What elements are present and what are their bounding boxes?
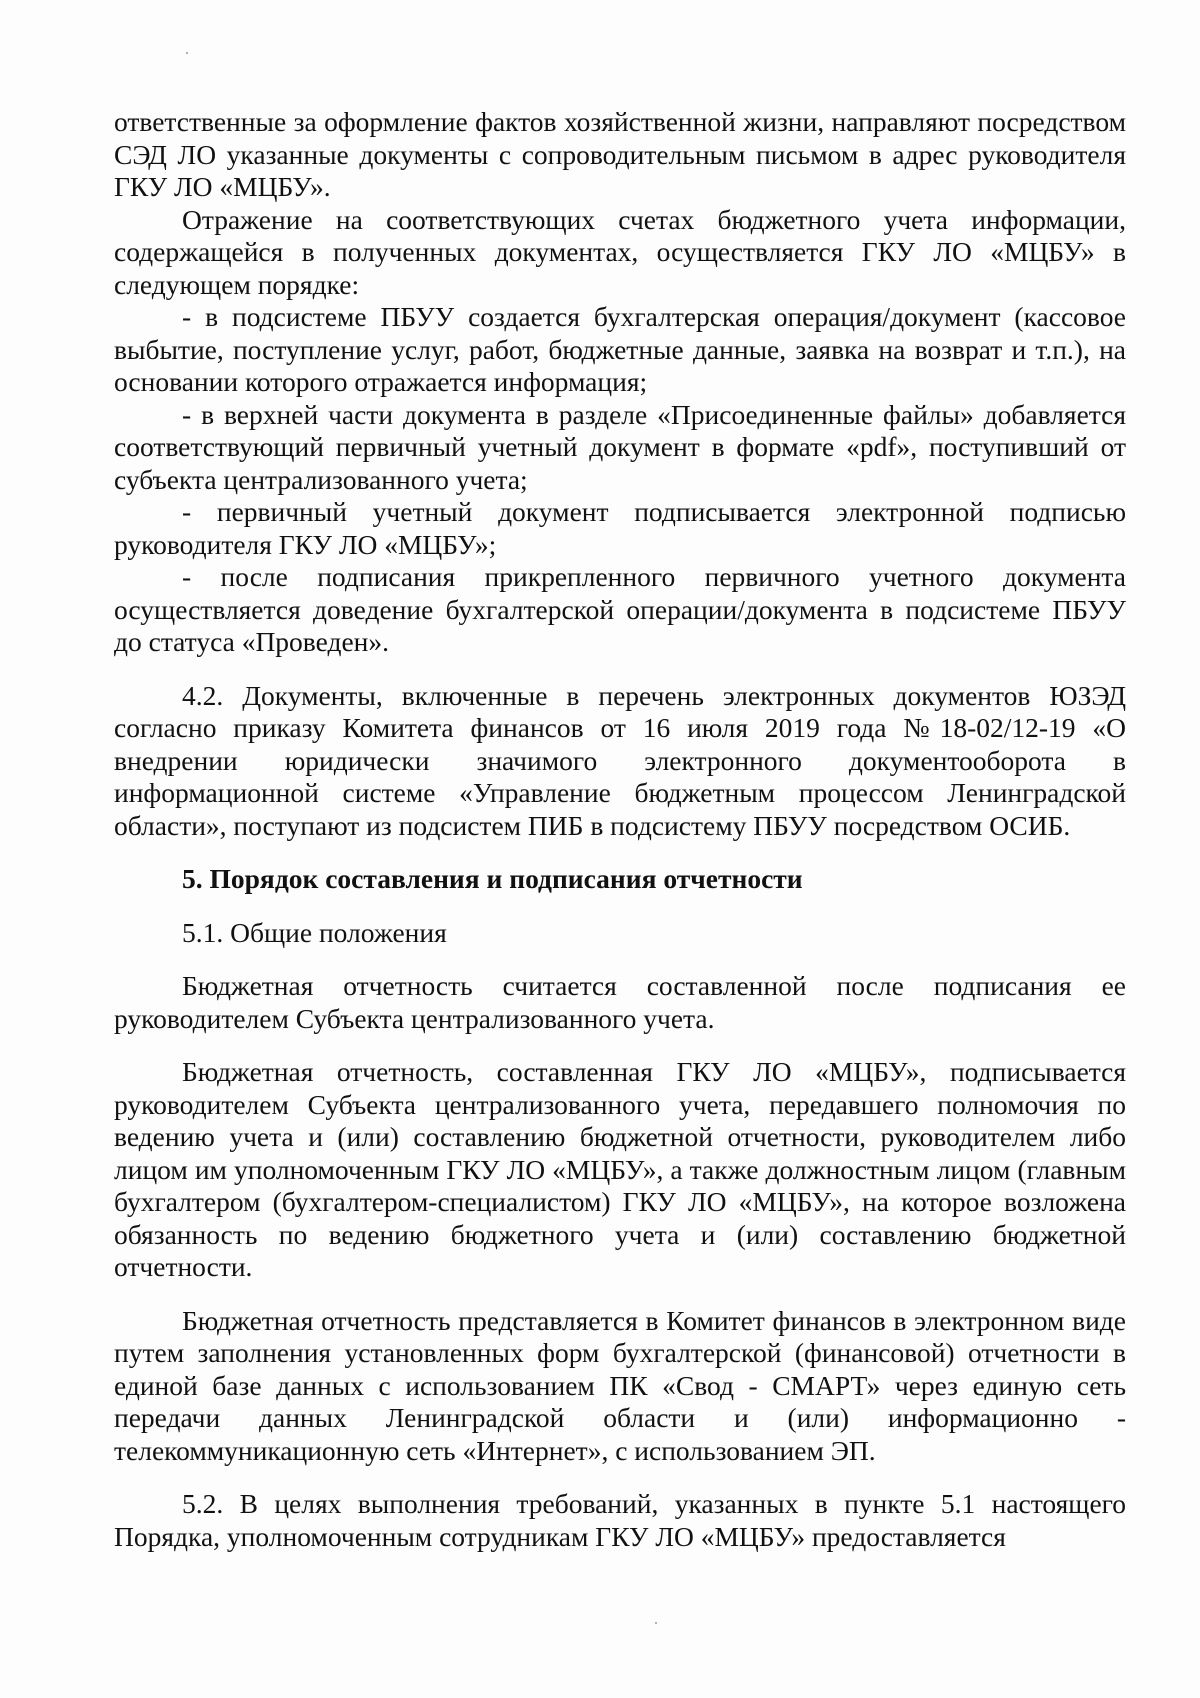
list-item-pbuu-operation: - в подсистеме ПБУУ создается бухгалтерская операция/документ (кассовое выбытие, поступление услуг, работ, бюджетные данные, заявка на возврат и т.п.), на основании которого отражается информация;	[114, 301, 1126, 397]
subsection-heading-5-1: 5.1. Общие положения	[182, 916, 447, 948]
list-item-signature: - первичный учетный документ подписывается электронной подписью руководителя ГКУ ЛО «МЦБУ»;	[114, 496, 1126, 560]
paragraph-5-2: 5.2. В целях выполнения требований, указанных в пункте 5.1 настоящего Порядка, уполномоченным сотрудникам ГКУ ЛО «МЦБУ» предоставляется	[114, 1488, 1126, 1552]
paragraph-report-signed: Бюджетная отчетность, составленная ГКУ ЛО «МЦБУ», подписывается руководителем Субъекта централизованного учета, передавшего полномочия по ведению учета и (или) составлению бюджетной отчетности, руководителем либо лицом им уполномоченным ГКУ ЛО «МЦБУ», а также должностным лицом (главным бухгалтером (бухгалтером-специалистом) ГКУ ЛО «МЦБУ», на которое возложена обязанность по ведению бюджетного учета и (или) составлению бюджетной отчетности.	[114, 1056, 1126, 1282]
paragraph-report-submitted: Бюджетная отчетность представляется в Комитет финансов в электронном виде путем заполнения установленных форм бухгалтерской (финансовой) отчетности в единой базе данных с использованием ПК «Свод - СМАРТ» через единую сеть передачи данных Ленинградской области и (или) информационно - телекоммуникационную сеть «Интернет», с использованием ЭП.	[114, 1304, 1126, 1466]
section-heading-5: 5. Порядок составления и подписания отчетности	[182, 863, 803, 894]
paragraph-reflection: Отражение на соответствующих счетах бюджетного учета информации, содержащейся в полученных документах, осуществляется ГКУ ЛО «МЦБУ» в следующем порядке:	[114, 203, 1126, 300]
scan-speck	[186, 52, 188, 54]
scan-speck	[655, 1622, 657, 1624]
list-item-attached-files: - в верхней части документа в разделе «Присоединенные файлы» добавляется соответствующий первичный учетный документ в формате «pdf», поступивший от субъекта централизованного учета;	[114, 398, 1126, 495]
paragraph-4-2: 4.2. Документы, включенные в перечень электронных документов ЮЗЭД согласно приказу Комитета финансов от 16 июля 2019 года №18-02/12-19 «О внедрении юридически значимого электронного документооборота в информационной системе «Управление бюджетным процессом Ленинградской области», поступают из подсистем ПИБ в подсистему ПБУУ посредством ОСИБ.	[114, 679, 1126, 841]
paragraph-continuation: ответственные за оформление фактов хозяйственной жизни, направляют посредством СЭД ЛО указанные документы с сопроводительным письмом в адрес руководителя ГКУ ЛО «МЦБУ».	[114, 106, 1126, 202]
document-body	[114, 106, 1126, 1553]
paragraph-report-compiled: Бюджетная отчетность считается составленной после подписания ее руководителем Субъекта централизованного учета.	[114, 970, 1126, 1034]
list-item-posting: - после подписания прикрепленного первичного учетного документа осуществляется доведение бухгалтерской операции/документа в подсистеме ПБУУ до статуса «Проведен».	[114, 561, 1126, 657]
